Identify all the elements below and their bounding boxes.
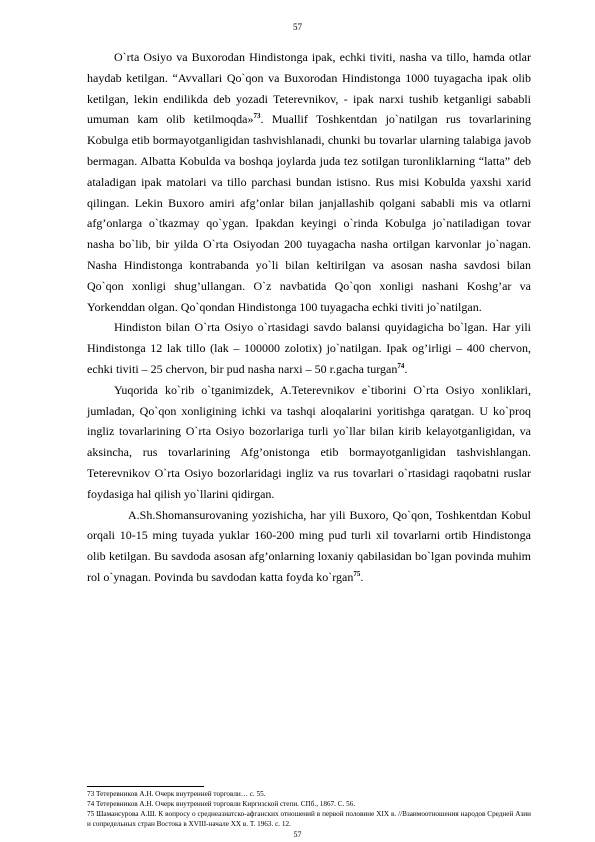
paragraph-3-text: Yuqorida ko`rib o`tganimizdek, A.Teterevnikov e`tiborini O`rta Osiyo xonliklari, jumladan, Qo`qon xonligining ichki va tashqi aloqalarini yoritishga qaratgan. U ko`proq ingliz tovarlarining O`rta Osiyo bozorlariga turli yo`llar bilan kirib kelayotganligidan, va aksincha, rus tovarlarining Afg’onistonga etib bormayotganligidan tashvishlangan. Teterevnikov O`rta Osiyo bozorlaridagi ingliz va rus tovarlari o`rtasidagi raqobatni ruslar foydasiga hal qilish yo`llarini qidirgan.	[87, 382, 531, 501]
footnote-ref-75: 75	[353, 569, 361, 578]
paragraph-4-text: A.Sh.Shomansurovaning yozishicha, har yili Buxoro, Qo`qon, Toshkentdan Kobul orqali 10-15 ming tuyada yuklar 160-200 ming pud turli xil tovarlarni ortib Hindistonga olib ketilgan. Bu savdoda asosan afg’onlarning loxaniy qabilasidan bo`lgan povinda muhim rol o`ynagan. Povinda bu savdodan katta foyda ko`rgan	[87, 507, 531, 584]
footnote-75: 75 Шамансурова А.Ш. К вопросу о среднеазиатско-афганских отношений в первой половине XIX в. //Взаимоотношения народов Средней Азии и сопредельных стран Востока в XVIII-начале XX в. Т. 1963. с. 12.	[87, 810, 531, 828]
paragraph-4-text-cont: .	[360, 569, 364, 584]
paragraph-2-text: Hindiston bilan O`rta Osiyo o`rtasidagi savdo balansi quyidagicha bo`lgan. Har yili Hindistonga 12 lak tillo (lak – 100000 zolotix) jo`natilgan. Ipak og’irligi – 400 chervon, echki tiviti – 25 chervon, bir pud nasha narxi – 50 r.gacha turgan	[87, 320, 531, 376]
footnote-separator	[87, 786, 204, 787]
paragraph-2	[87, 317, 531, 379]
footnotes	[87, 789, 531, 829]
footnote-74: 74 Тетеревников А.Н. Очерк внутренней торговли Киргизской степи. СПб., 1867. С. 56.	[87, 800, 356, 808]
paragraph-1-text-cont: . Muallif Toshkentdan jo`natilgan rus tovarlarining Kobulga etib bormayotganligidan tashvishlanadi, chunki bu tovarlar ularning talabiga javob bermagan. Albatta Kobulda va boshqa joylarda juda tez sotilgan turonliklarning “latta” deb ataladigan ipak matolari va tillo parchasi bundan istisno. Rus misi Kobulda yaxshi xarid qilingan. Lekin Buxoro amiri afg’onlar bilan janjallashib qolgani sababli mis va otlarni afg’onlarga o`tkazmay qo`ygan. Ipakdan keyingi o`rinda Kobulga jo`natiladigan tovar nasha bo`lib, bir yilda O`rta Osiyodan 200 tuyagacha nasha ortilgan karvonlar jo`nagan. Nasha Hindistonga kontrabanda yo`li bilan keltirilgan va asosan nasha savdosi bilan Qo`qon xonligi shug’ullangan. O`z navbatida Qo`qon xonligi nashani Koshg’ar va Yorkenddan olgan. Qo`qondan Hindistonga 100 tuyagacha echki tiviti jo`natilgan.	[87, 112, 531, 314]
footnote-ref-74: 74	[397, 361, 405, 370]
footnote-73: 73 Тетеревников А.Н. Очерк внутренней торговли… с. 55.	[87, 790, 266, 798]
paragraph-3	[87, 380, 531, 505]
page-number-bottom: 57	[293, 830, 302, 839]
paragraph-2-text-cont: .	[404, 361, 408, 376]
page-number-top: 57	[293, 22, 302, 32]
paragraph-1	[87, 47, 531, 317]
paragraph-1-text: O`rta Osiyo va Buxorodan Hindistonga ipak, echki tiviti, nasha va tillo, hamda otlar haydab ketilgan. “Avvallari Qo`qon va Buxorodan Hindistonga 1000 tuyagacha ipak olib ketilgan, lekin endilikda deb yozadi Teterevnikov, - ipak narxi tushib ketganligi sababli umuman kam olib ketilmoqda»	[87, 50, 531, 127]
footnote-ref-73: 73	[253, 112, 261, 121]
paragraph-4	[87, 505, 531, 588]
body-text	[87, 47, 531, 588]
